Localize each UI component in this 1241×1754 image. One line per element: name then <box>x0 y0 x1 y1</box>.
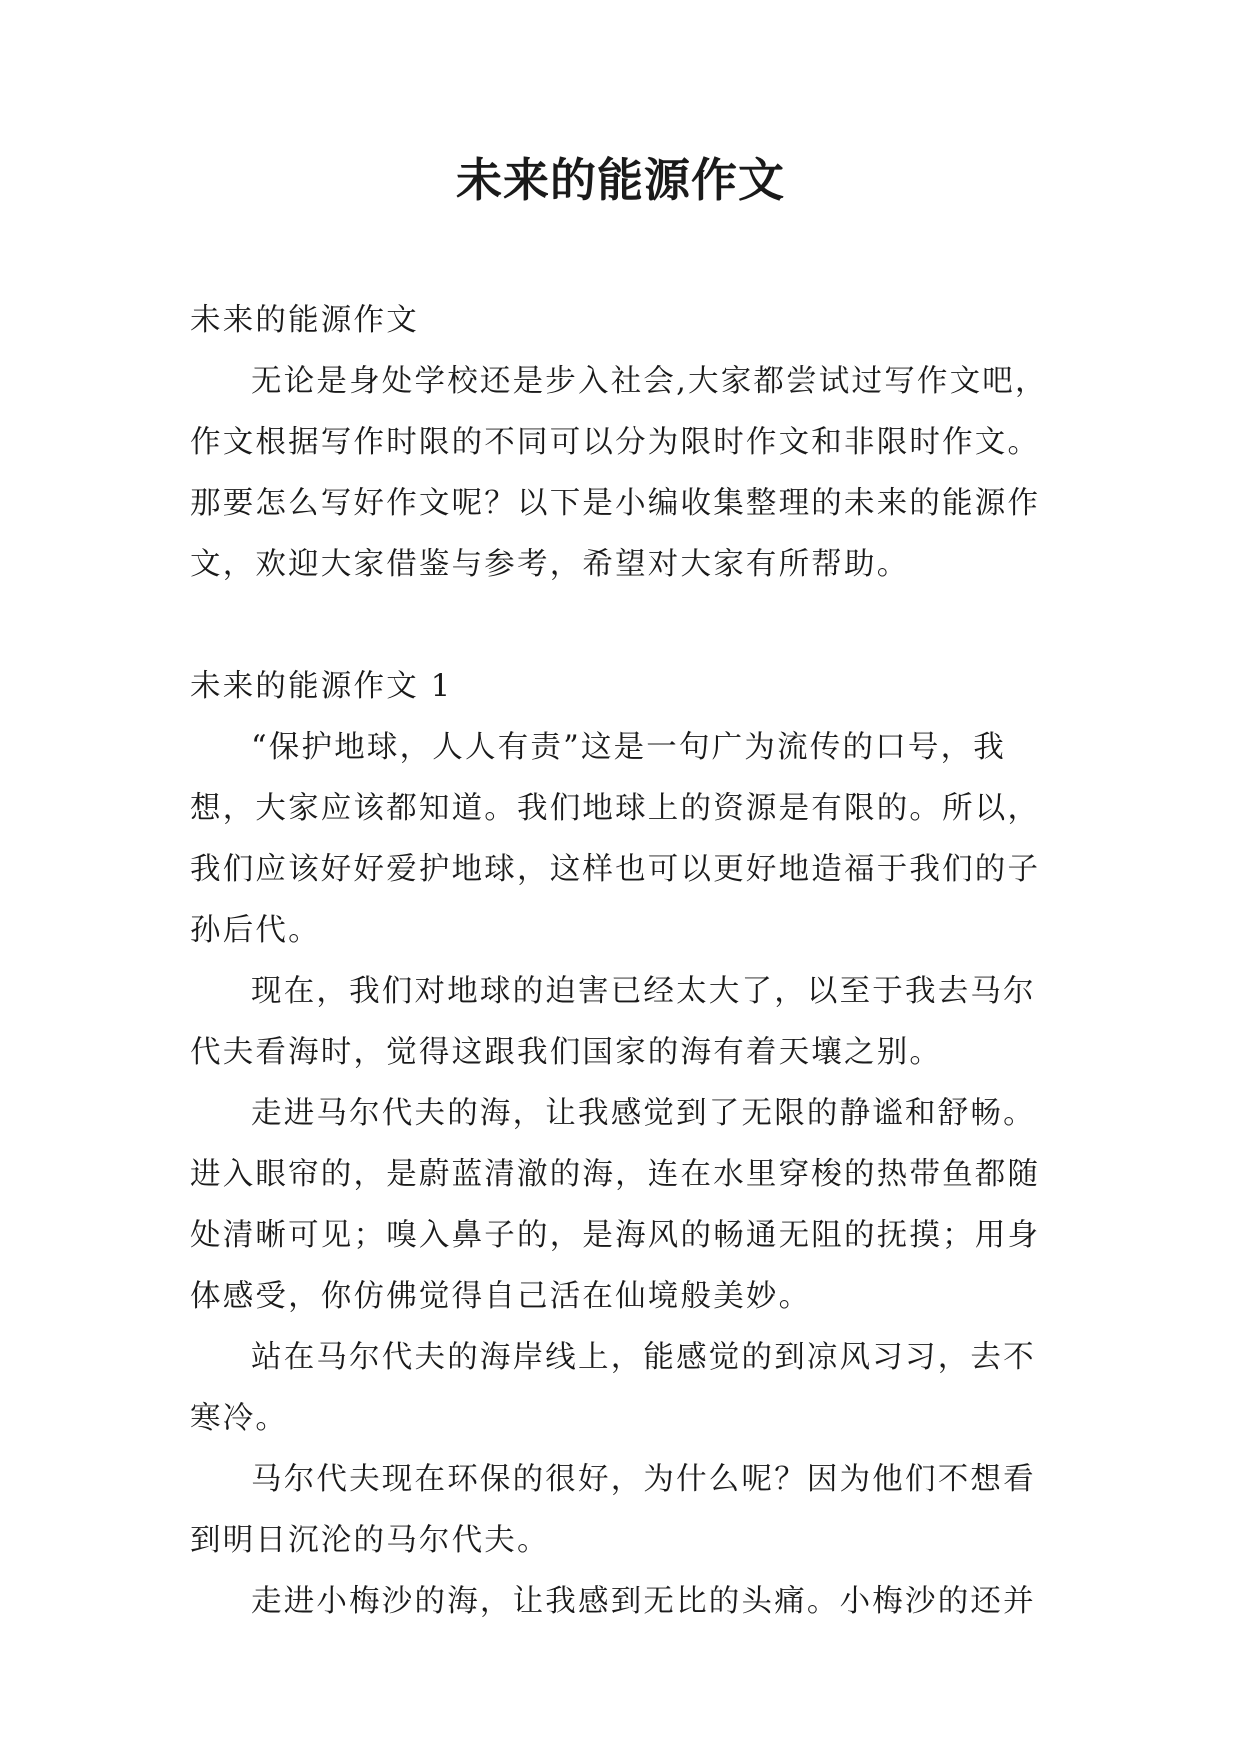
intro-heading: 未来的能源作文 <box>190 303 419 338</box>
essay1-paragraph: 走进马尔代夫的海，让我感觉到了无限的静谧和舒畅。进入眼帘的，是蔚蓝清澈的海，连在水里穿梭的热带鱼都随处清晰可见；嗅入鼻子的，是海风的畅通无阻的抚摸；用身体感受，你仿佛觉得自己活在仙境般美妙。 <box>190 1096 1041 1314</box>
essay1-paragraph: “保护地球，人人有责”这是一句广为流传的口号，我想，大家应该都知道。我们地球上的资源是有限的。所以，我们应该好好爱护地球，这样也可以更好地造福于我们的子孙后代。 <box>190 730 1041 948</box>
document-title: 未来的能源作文 <box>456 153 785 207</box>
section-spacer <box>190 595 1060 656</box>
intro-paragraph: 无论是身处学校还是步入社会,大家都尝试过写作文吧，作文根据写作时限的不同可以分为限时作文和非限时作文。那要怎么写好作文呢？以下是小编收集整理的未来的能源作文，欢迎大家借鉴与参考，希望对大家有所帮助。 <box>190 364 1048 582</box>
essay1-paragraph: 走进小梅沙的海，让我感到无比的头痛。小梅沙的还并 <box>251 1584 1036 1619</box>
essay1-heading: 未来的能源作文 1 <box>190 669 453 704</box>
essay1-paragraph: 现在，我们对地球的迫害已经太大了，以至于我去马尔代夫看海时，觉得这跟我们国家的海有着天壤之别。 <box>190 974 1036 1070</box>
essay1-paragraph: 马尔代夫现在环保的很好，为什么呢？因为他们不想看到明日沉沦的马尔代夫。 <box>190 1462 1036 1558</box>
essay1-paragraph: 站在马尔代夫的海岸线上，能感觉的到凉风习习，去不寒冷。 <box>190 1340 1036 1436</box>
document-body <box>190 290 1060 1632</box>
